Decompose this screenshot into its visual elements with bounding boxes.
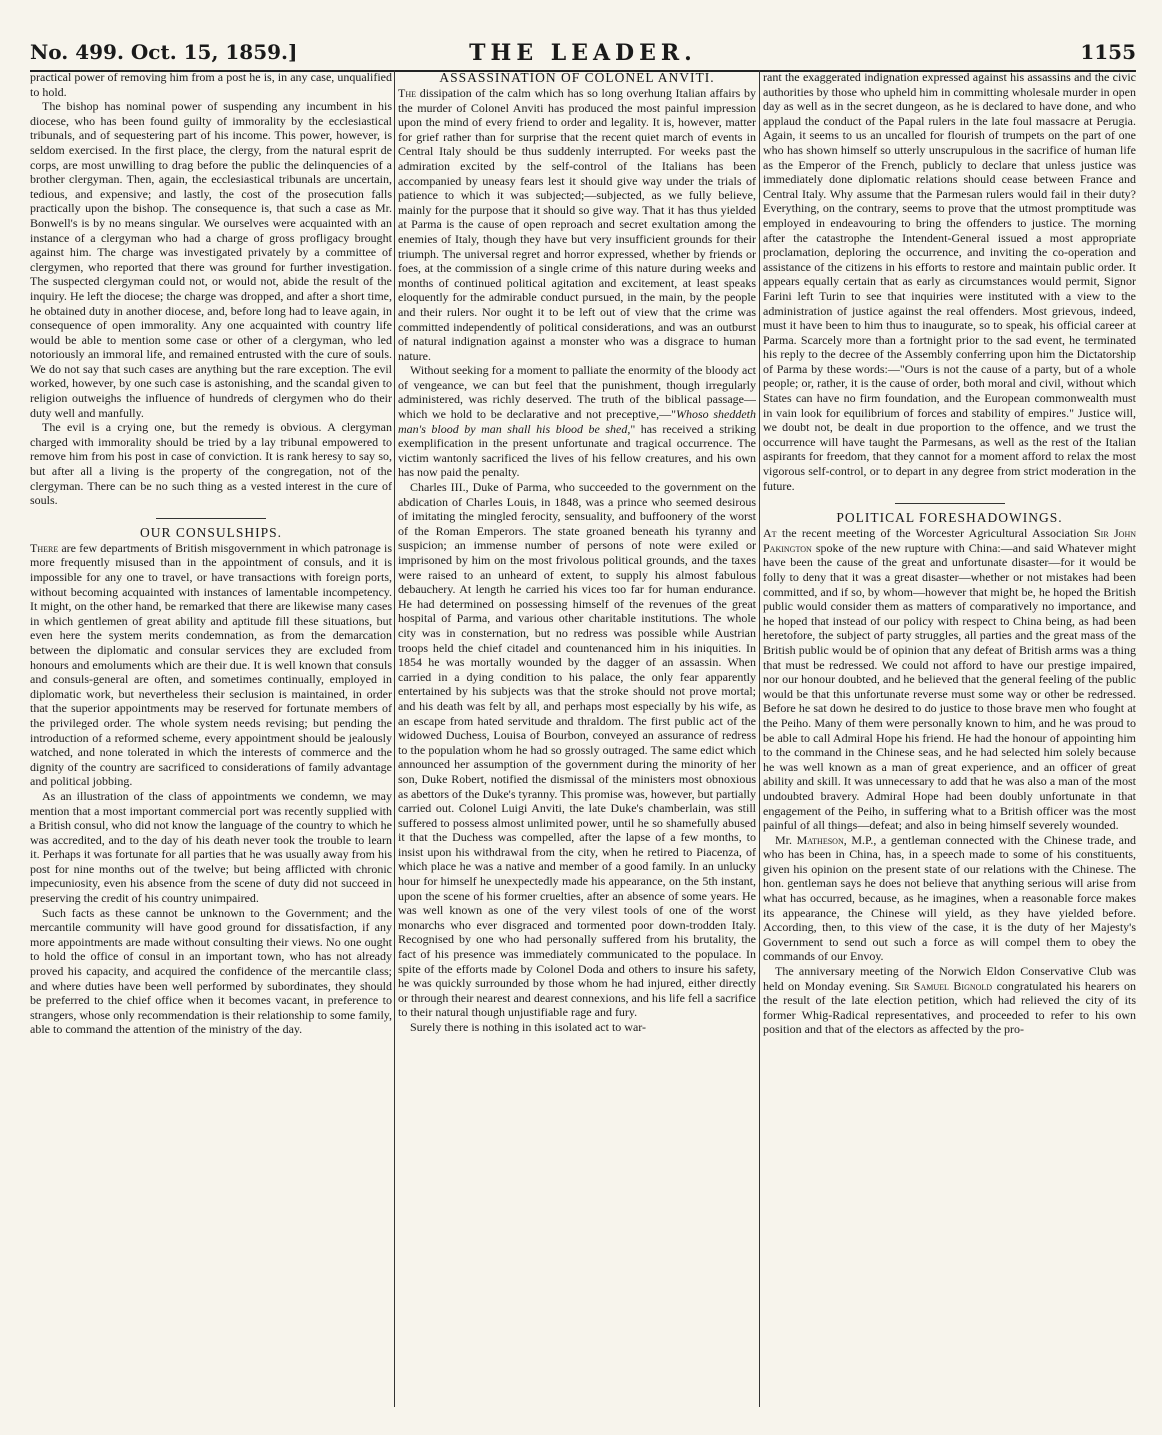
page-number: 1155 (1080, 40, 1136, 64)
column-divider (759, 70, 760, 1407)
lead-word: There (30, 540, 59, 555)
paragraph: practical power of removing him from a post he is, in any case, unqualified to hold. (30, 70, 392, 99)
paragraph: Charles III., Duke of Parma, who succeeded to the government on the abdication of Charles Louis, in 1848, was a prince who seemed desirous of imitating the mingled ferocity, sensuality, and buffoonery of the worst of the Roman Emperors. The state groaned beneath his tyranny and suspicion; an immense number of persons of note were exiled or imprisoned by him on the most frivolous political grounds, and the taxes were raised to an unheard of extent, to supply his almost fabulous debauchery. At length he carried his vices too far for human endurance. He had determined on possessing himself of the revenues of the great hospital of Parma, and various other charitable institutions. The whole city was in consternation, but no redress was possible while Austrian troops held the chief citadel and countenanced him in his iniquities. In 1854 he was mortally wounded by the dagger of an assassin. When carried in a dying condition to his palace, the only fear apparently entertained by his subjects was that the stroke should not prove mortal; and his death was felt by all, and perhaps most especially by his wife, as an escape from hated servitude and thraldom. The first public act of the widowed Duchess, Louisa of Bourbon, conveyed an assurance of redress to the population whom he had so grossly outraged. The same edict which announced her assumption of the government during the minority of her son, Duke Robert, notified the dismissal of the ministers most obnoxious as abettors of the Duke's tyranny. This promise was, however, but partially carried out. Colonel Luigi Anviti, the late Duke's chamberlain, was still suffered to possess almost unlimited power, until he so shamefully abused it that the Duchess was compelled, after the lapse of a few months, to insist upon his withdrawal from the city, when he retired to Piacenza, of which place he was a native and member of a good family. In an unlucky hour for himself he unexpectedly made his appearance, on the 5th instant, upon the scene of his former cruelties, after an absence of some years. He was well known as one of the very vilest tools of one of the worst monarchs who ever disgraced and tormented poor down-trodden Italy. Recognised by one who had personally suffered from his brutality, the fact of his presence was immediately communicated to the populace. In spite of the efforts made by Colonel Doda and others to insure his safety, he was quickly surrounded by those whom he had injured, either directly or through their nearest and dearest connexions, and his life fell a sacrifice to their natural though unjustifiable rage and fury. (398, 480, 756, 1020)
section-divider (156, 518, 266, 519)
issue-date: No. 499. Oct. 15, 1859.] (30, 40, 298, 64)
column-1 (30, 70, 392, 1407)
paragraph: Surely there is nothing in this isolated act to war- (410, 1020, 647, 1034)
paragraph (398, 86, 756, 363)
person-name: Sir John Pakington (763, 526, 1136, 555)
paragraph-text: are few departments of British misgovernment in which patronage is more frequently misused than in the appointment of consuls, and it is impossible for any one to travel, or have transactions with foreign ports, without becoming acquainted with instances of lamentable incompetency. It might, on the other hand, be remarked that there are likewise many cases in which gentlemen of great ability and aptitude fill these situations, but even here the system merits condemnation, as from the demarcation between the diplomatic and consular services they are excluded from honours and emoluments which are their due. It is well known that consuls and consuls-general are often, and sometimes continually, employed in diplomatic work, but nevertheless their seclusion is maintained, in order that the superior appointments may be reserved for fortunate members of the privileged order. The whole system needs revising; but pending the introduction of a reformed scheme, every appointment should be jealously watched, and none tolerated in which the interests of commerce and the dignity of the country are sacrificed to considerations of family advantage and political jobbing. (30, 540, 392, 789)
paragraph (30, 541, 392, 789)
biblical-quote: Whoso sheddeth man's blood by man shall his blood be shed, (398, 407, 756, 436)
paragraph-text: The anniversary meeting of the Norwich Eldon Conservative Club was held on Monday evening. (763, 964, 1136, 993)
paragraph: The bishop has nominal power of suspending any incumbent in his diocese, who has been found guilty of immorality by the ecclesiastical tribunals, and of sequestering part of his income. This power, however, is seldom exercised. In the first place, the clergy, from the natural esprit de corps, are most unwilling to drag before the public the delinquencies of a brother clergyman. Then, again, the ecclesiastical tribunals are uncertain, tedious, and expensive; and lastly, the cost of the prosecution falls practically upon the bishop. The consequence is, that such a case as Mr. Bonwell's is by no means singular. We ourselves were acquainted with an instance of a clergyman who had a charge of gross profligacy brought against him. The charge was investigated privately by a committee of clergymen, who reported that there was ground for further investigation. The suspected clergyman could not, or would not, abide the result of the inquiry. He left the diocese; the charge was dropped, and after a short time, he obtained duty in another diocese, and, before long had to leave again, in consequence of open immorality. Any one acquainted with country life would be able to mention some case or other of a clergyman, who led notoriously an immoral life, and remained entrusted with the cure of souls. We do not say that such cases are anything but the rare exception. The evil worked, however, by one such case is astonishing, and the scandal given to religion outweighs the influence of hundreds of clergymen who do their duty well and manfully. (30, 99, 392, 420)
paragraph-text: Mr. (775, 832, 793, 847)
paragraph (763, 526, 1136, 832)
paragraph-text: the recent meeting of the Worcester Agricultural Association (781, 526, 1089, 541)
paragraph: The evil is a crying one, but the remedy is obvious. A clergyman charged with immorality should be tried by a lay tribunal empowered to remove him from his post in case of conviction. It is rank heresy to say so, but after all a living is the property of the congregation, not of the clergyman. There can be no such thing as a vested interest in the cure of souls. (30, 420, 392, 508)
paragraph-text: congratulated his hearers on the result of the late election petition, which had relieved the city of its former Whig-Radical representatives, and proceeded to refer to his own position and that of the electors as affected by the pro- (763, 978, 1136, 1037)
person-name: Matheson (796, 832, 844, 847)
article-heading-foreshadowings: POLITICAL FORESHADOWINGS. (836, 510, 1063, 526)
article-heading-anviti: ASSASSINATION OF COLONEL ANVITI. (439, 70, 715, 85)
column-divider (394, 70, 395, 1407)
paragraph (763, 964, 1136, 1037)
lead-word: The (398, 86, 416, 100)
column-3 (763, 70, 1136, 1407)
paragraph (763, 833, 1136, 964)
paragraph-text: dissipation of the calm which has so long overhung Italian affairs by the murder of Colonel Anviti has produced the most painful impression upon the mind of every friend to order and legality. It is, however, matter for grief rather than for surprise that the recent quiet march of events in Central Italy should be thus suddenly interrupted. For weeks past the admiration excited by the self-control of the Italians has been accompanied by uneasy fears lest it should give way under the trials of patience to which it was subjected;—subjected, as we fully believe, mainly for the purpose that it should so give way. That it has thus yielded at Parma is the cause of open reproach and secret exultation among the enemies of Italy, though they have but very insufficient grounds for their triumph. The universal regret and horror expressed, whether by friends or foes, at the commission of a single crime of this nature during weeks and months of continued political agitation and excitement, at least speaks eloquently for the admirable conduct pursued, in the main, by the people and their rulers. Nor ought it to be left out of view that the crime was committed independently of political considerations, and was an outburst of natural indignation against a monster who was a disgrace to human nature. (398, 86, 756, 363)
column-2 (398, 70, 756, 1407)
paragraph: Such facts as these cannot be unknown to the Government; and the mercantile community will have good ground for dissatisfaction, if any more appointments are made without consulting their views. No one ought to hold the office of consul in an important town, who has not already proved his capacity, and acquired the confidence of the mercantile class; and where duties have been well performed by subordinates, they should be preferred to the chief office when it becomes vacant, in preference to strangers, whose only recommendation is their relationship to some family, able to command the attention of the ministry of the day. (30, 905, 392, 1037)
paragraph: rant the exaggerated indignation expressed against his assassins and the civic authorities by those who upheld him in committing wholesale murder in open day as well as in the secret dungeon, as he is declared to have done, and who applaud the conduct of the Papal rulers in the late foul massacre at Perugia. Again, it seems to us an uncalled for flourish of trumpets on the part of one who has shown himself so utterly unscrupulous in the sacrifice of human life as the Emperor of the French, publicly to declare that unless justice was immediately done diplomatic relations should cease between France and Central Italy. Why assume that the Parmesan rulers would fail in their duty? Everything, on the contrary, seems to prove that the utmost promptitude was employed in endeavouring to bring the offenders to justice. The morning after the catastrophe the Intendent-General issued a most appropriate proclamation, deploring the occurrence, and inviting the co-operation and assistance of the citizens in his efforts to restore and maintain public order. It appears equally certain that as early as circumstances would permit, Signor Farini left Turin to see that inquiries were instituted with a view to the administration of justice against the real offenders. Most grievous, indeed, must it have been to him thus to inaugurate, so to speak, his official career at Parma. Scarcely more than a fortnight prior to the sad event, he terminated his reply to the decree of the Assembly conferring upon him the Dictatorship of Parma by these words:—"Ours is not the cause of a party, but of a whole people; or, rather, it is the cause of order, both moral and civil, without which States can have no firm foundation, and the European commonwealth must in vain look for equilibrium of forces and stability of empires." Justice will, we doubt not, be dealt in due proportion to the offence, and we trust the occurrence will have taught the Parmesans, as well as the rest of the Italian aspirants for freedom, that they cannot for a moment afford to relax the most vigorous self-control, or to depart in any degree from strict moderation in the future. (763, 70, 1136, 493)
article-heading-consulships: OUR CONSULSHIPS. (139, 524, 283, 540)
paragraph-text: , M.P., a gentleman connected with the Chinese trade, and who has been in China, has, in a speech made to some of his constituents, given his opinion on the present state of our relations with the Chinese. The hon. gentleman says he does not believe that anything serious will arise from what has occurred, because, as he imagines, when a reasonable force makes its appearance, the Chinese will yield, as they have yielded before. According, then, to this view of the case, it is the duty of her Majesty's Government to send out such a force as will compel them to obey the commands of our Envoy. (763, 832, 1136, 964)
newspaper-title: THE LEADER. (469, 40, 697, 66)
paragraph-text: " has received a striking exemplification in the present unfortunate and tragical occurrence. The victim wantonly sacrificed the lives of his fellow creatures, and his own has now paid the penalty. (398, 421, 756, 480)
paragraph-text: Without seeking for a moment to palliate the enormity of the bloody act of vengeance, we can but feel that the punishment, though irregularly administered, was richly deserved. The truth of the biblical passage—which we hold to be declarative and not preceptive,—" (398, 363, 756, 422)
paragraph-text: spoke of the new rupture with China:—and said Whatever might have been the cause of the great and unfortunate disaster—for it would be folly to deny that it was a great disaster—whether or not mistakes had been committed, and if so, by whom—however that might be, he hoped the British public would consider them as matters of comparatively no importance, and he hoped that instead of our policy with respect to China being, as had been heretofore, the subject of party struggles, all parties and the great mass of the British public would be of opinion that any defeat of British arms was a thing that must be redressed. We could not afford to have our prestige impaired, nor our honour doubted, and he believed that the general feeling of the public would be that this unfortunate reverse must some way or other be redressed. Before he sat down he desired to do justice to those brave men who fought at the Peiho. Many of them were personally known to him, and he was proud to be able to call Admiral Hope his friend. He had the honour of appointing him to the command in the Chinese seas, and he had selected him solely because he was well known as a man of great experience, and an officer of great ability and skill. It was unnecessary to add that he was also a man of the most undoubted bravery. Admiral Hope had been doubly unfortunate in that engagement of the Peiho, in suffering what to a British officer was the most painful of all things—defeat; and also in being himself severely wounded. (763, 540, 1136, 833)
paragraph: As an illustration of the class of appointments we condemn, we may mention that a most important commercial port was recently supplied with a British consul, who did not know the language of the country to which he was accredited, and to the day of his death never took the trouble to learn it. Perhaps it was fortunate for all parties that he was usually away from his post for nine months out of the twelve; but being afflicted with chronic impecuniosity, even his absence from the scene of duty did not succeed in preserving the credit of his country unimpaired. (30, 788, 392, 906)
lead-word: At (763, 526, 777, 541)
section-divider (895, 503, 1005, 504)
person-name: Sir Samuel Bignold (894, 978, 993, 993)
masthead (30, 40, 1136, 72)
paragraph (398, 363, 756, 480)
